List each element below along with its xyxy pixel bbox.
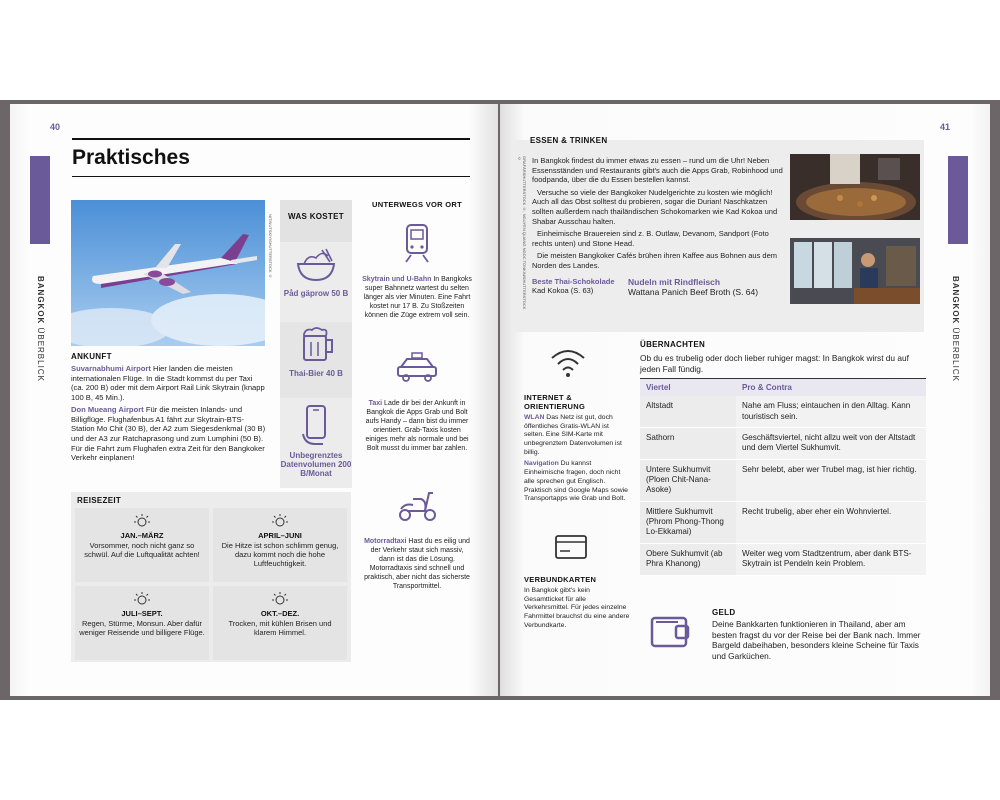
transport-heading: UNTERWEGS VOR ORT	[372, 200, 462, 209]
internet-nav-label: Navigation	[524, 460, 559, 468]
table-row	[640, 543, 926, 575]
transport-text-train: In Bangkoks super Bahnnetz wartest du selten länger als vier Minuten. Eine Fahrt kostet nur 17 B. Zu Stoßzeiten können die Züge extrem voll sein.	[363, 276, 472, 319]
side-label-bold: BANGKOK	[951, 276, 960, 325]
cards-heading: VERBUNDKARTEN	[524, 575, 597, 584]
beer-mug-icon	[296, 326, 336, 364]
cost-label-food: Påd gäprow 50 B	[283, 289, 349, 298]
smartphone-icon	[301, 404, 331, 446]
season-jan-march	[75, 508, 209, 582]
season-desc: Die Hitze ist schon schlimm genug, dazu kommt noch die hohe Luftfeuchtigkeit.	[221, 541, 339, 568]
transport-name-train: Skytrain und U-Bahn	[362, 276, 432, 283]
side-label-light: ÜBERBLICK	[951, 327, 960, 382]
table-row	[640, 459, 926, 501]
sun-icon	[132, 592, 152, 606]
cost-item-data	[280, 400, 352, 488]
season-name: JULI–SEPT.	[121, 609, 163, 618]
arrival-text-2: Für die meisten Inlands- und Billigflüge. Flughafenbus A1 fährt zur Skytrain-BTS-Station Mo Chit (30 B), der A2 zum Siegesdenkmal (30 B) und der A3 zur Ratchaprasong und zum Lumphini (50 B). Für die Fahrt zum Flughafen extra Zeit für den Bangkoker Verkehr einplanen!	[71, 404, 266, 463]
airplane-photo	[71, 200, 265, 346]
arrival-paragraph-2	[71, 405, 267, 463]
money-text: Deine Bankkarten funktionieren in Thailand, aber am besten fragst du vor der Reise bei der Bank nach. Immer Bargeld dabeihaben, besonders kleine Scheine für Taxis und Garküchen.	[712, 619, 921, 661]
arrival-paragraph-1	[71, 364, 267, 403]
pros-cell: Sehr belebt, aber wer Trubel mag, ist hier richtig.	[736, 459, 926, 501]
wifi-icon	[548, 346, 588, 378]
photo-credit-left: NITINUTSKIY/SHUTTERSTOCK ©	[268, 214, 273, 279]
pros-cell: Recht trubelig, aber eher ein Wohnviertel.	[736, 501, 926, 543]
arrival-airport-1: Suvarnabhumi Airport	[71, 364, 151, 373]
cost-item-food	[280, 244, 352, 319]
season-name: APRIL–JUNI	[258, 531, 302, 540]
sun-icon	[270, 514, 290, 528]
internet-section	[524, 346, 630, 504]
internet-heading: INTERNET & ORIENTIERUNG	[524, 393, 586, 411]
arrival-text-1: Hier landen die meisten internationalen Flüge. In die Stadt kommst du per Taxi (ca. 200 B) oder mit dem Airport Rail Link Skytrain (knapp 100 B, 45 Min.).	[71, 364, 265, 403]
page-number-left: 40	[50, 122, 61, 132]
internet-wlan	[524, 414, 630, 457]
tip-value: Kad Kokoa (S. 63)	[532, 285, 594, 295]
side-label-left	[36, 276, 45, 382]
pros-cell: Geschäftsviertel, nicht allzu weit von der Altstadt und dem Viertel Sukhumvit.	[736, 427, 926, 459]
district-cell: Untere Sukhumvit (Ploen Chit-Nana-Asoke)	[640, 459, 736, 501]
arrival-heading: ANKUNFT	[71, 352, 112, 361]
food-heading: ESSEN & TRINKEN	[530, 136, 608, 145]
tip-label: Beste Thai-Schokolade	[532, 276, 615, 286]
pros-cell: Nahe am Fluss; eintauchen in den Alltag. Kann touristisch sein.	[736, 396, 926, 427]
stay-intro: Ob du es trubelig oder doch lieber ruhiger magst: In Bangkok wirst du auf jeden Fall fündig.	[640, 353, 909, 374]
season-desc: Regen, Stürme, Monsun. Aber dafür weniger Reisende und billigere Flüge.	[79, 619, 205, 637]
page-number-right: 41	[940, 122, 951, 132]
internet-wlan-label: WLAN	[524, 414, 545, 421]
taxi-icon	[395, 351, 439, 383]
season-oct-dec	[213, 586, 347, 660]
money-heading: GELD	[712, 608, 736, 617]
district-cell: Altstadt	[640, 396, 736, 427]
table-row	[640, 501, 926, 543]
table-row	[640, 396, 926, 427]
column-header-district: Viertel	[640, 379, 736, 397]
transport-name-scooter: Motorradtaxi	[364, 538, 407, 546]
credit-card-icon	[554, 532, 588, 562]
food-stall-photo	[790, 154, 920, 220]
season-name: OKT.–DEZ.	[260, 609, 300, 618]
transport-text-scooter: Hast du es eilig und der Verkehr staut sich massiv, dann ist das die Lösung. Motorradtaxis sind schnell und praktisch, aber nicht das sicherste Transportmittel.	[364, 538, 470, 591]
section-tab-right	[948, 156, 968, 244]
food-tips	[532, 277, 784, 298]
arrival-section	[71, 352, 267, 463]
arrival-airport-2: Don Mueang Airport	[71, 404, 144, 414]
wallet-icon	[648, 612, 692, 652]
column-header-pros: Pro & Contra	[736, 379, 926, 397]
stay-table	[640, 378, 926, 575]
food-tip-chocolate	[532, 277, 628, 298]
seasons-heading: REISEZEIT	[77, 496, 122, 505]
costs-heading: WAS KOSTET	[280, 200, 352, 242]
food-text	[532, 156, 784, 297]
table-header-row	[640, 379, 926, 397]
cost-item-beer	[280, 322, 352, 398]
noodle-bowl-icon	[294, 248, 338, 284]
transport-section	[362, 200, 472, 592]
internet-navigation	[524, 460, 630, 503]
district-cell: Mittlere Sukhumvit (Phrom Phong-Thong Lo-Ekkamai)	[640, 501, 736, 543]
seasons-box	[71, 492, 351, 662]
transport-item-train	[362, 276, 472, 321]
food-box	[514, 136, 924, 332]
season-july-sept	[75, 586, 209, 660]
cards-section	[524, 532, 630, 630]
transport-name-taxi: Taxi	[368, 399, 383, 407]
district-cell: Sathorn	[640, 427, 736, 459]
stay-heading: ÜBERNACHTEN	[640, 340, 706, 349]
page-title: Praktisches	[72, 138, 470, 177]
cards-text: In Bangkok gibt's kein Gesamtticket für alle Verkehrsmittel. Für jedes einzelne Fahrmittel brauchst du eine andere Verbundkarte.	[524, 587, 630, 629]
section-tab-left	[30, 156, 50, 244]
side-label-right	[951, 276, 960, 382]
stay-section	[640, 340, 930, 576]
tip-value: Wattana Panich Beef Broth (S. 64)	[628, 286, 759, 297]
train-icon	[403, 223, 431, 263]
right-page	[500, 104, 990, 696]
season-april-june	[213, 508, 347, 582]
costs-box	[280, 200, 352, 488]
money-section	[712, 608, 932, 661]
internet-wlan-text: Das Netz ist gut, doch öffentliches Gratis-WLAN ist selten. Eine SIM-Karte mit unbegrenztem Datenvolumen ist billig.	[524, 414, 622, 456]
food-paragraph-2: Versuche so viele der Bangkoker Nudelgerichte zu kosten wie möglich! Auch all das Obst solltest du probieren, sogar die Durian! Naschkatzen sollten außerdem nach thailändischen Schokomarken wie Kad Kokoa und Shabar Ausschau halten.	[532, 187, 778, 226]
transport-item-scooter	[362, 538, 472, 592]
food-paragraph-3: Einheimische Brauereien sind z. B. Outlaw, Devanom, Sandport (Foto rechts unten) und Stone Head.	[532, 229, 769, 248]
photo-credit-right: GRAFÄRSHUTTERSTOCK ©, NGUYEN QUANG NGOC TONKIN/SHUTTERSTOCK ©	[517, 156, 527, 310]
tip-label: Nudeln mit Rindfleisch	[628, 276, 721, 287]
cost-label-data: Unbegrenztes Datenvolumen 200 B/Monat	[280, 451, 352, 479]
food-tip-noodles	[628, 277, 758, 298]
sun-icon	[132, 514, 152, 528]
side-label-bold: BANGKOK	[36, 276, 45, 325]
side-label-light: ÜBERBLICK	[36, 327, 45, 382]
brewery-bar-photo	[790, 238, 920, 304]
season-desc: Vorsommer, noch nicht ganz so schwül. Auf die Luftqualität achten!	[84, 541, 200, 559]
season-name: JAN.–MÄRZ	[120, 531, 164, 540]
season-desc: Trocken, mit kühlen Brisen und klarem Himmel.	[228, 619, 332, 637]
scooter-icon	[395, 487, 439, 523]
table-row	[640, 427, 926, 459]
food-paragraph-1: In Bangkok findest du immer etwas zu essen – rund um die Uhr! Neben Essensständen und Restaurants gibt's auch die Apps Grab, Robinhood und foodpanda, über die du Essen bestellen kannst.	[532, 156, 783, 185]
transport-text-taxi: Lade dir bei der Ankunft in Bangkok die Apps Grab und Bolt aufs Handy – dann bist du immer orientiert. Grab-Taxis kosten einiges mehr als normale und bei Bolt musst du immer bar zahlen.	[365, 399, 469, 452]
food-paragraph-4: Die meisten Bangkoker Cafés brühen ihren Kaffee aus Bohnen aus dem Norden des Landes.	[532, 251, 778, 270]
sun-icon	[270, 592, 290, 606]
transport-item-taxi	[362, 400, 472, 454]
pros-cell: Weiter weg vom Stadtzentrum, aber dank BTS-Skytrain ist Pendeln kein Problem.	[736, 543, 926, 575]
cost-label-beer: Thai-Bier 40 B	[289, 369, 343, 378]
left-page	[10, 104, 498, 696]
district-cell: Obere Sukhumvit (ab Phra Khanong)	[640, 543, 736, 575]
internet-nav-text: Du kannst Einheimische fragen, doch nicht alle sprechen gut Englisch. Praktisch sind Google Maps sowie Transportapps wie Grab und Bolt.	[524, 460, 628, 503]
